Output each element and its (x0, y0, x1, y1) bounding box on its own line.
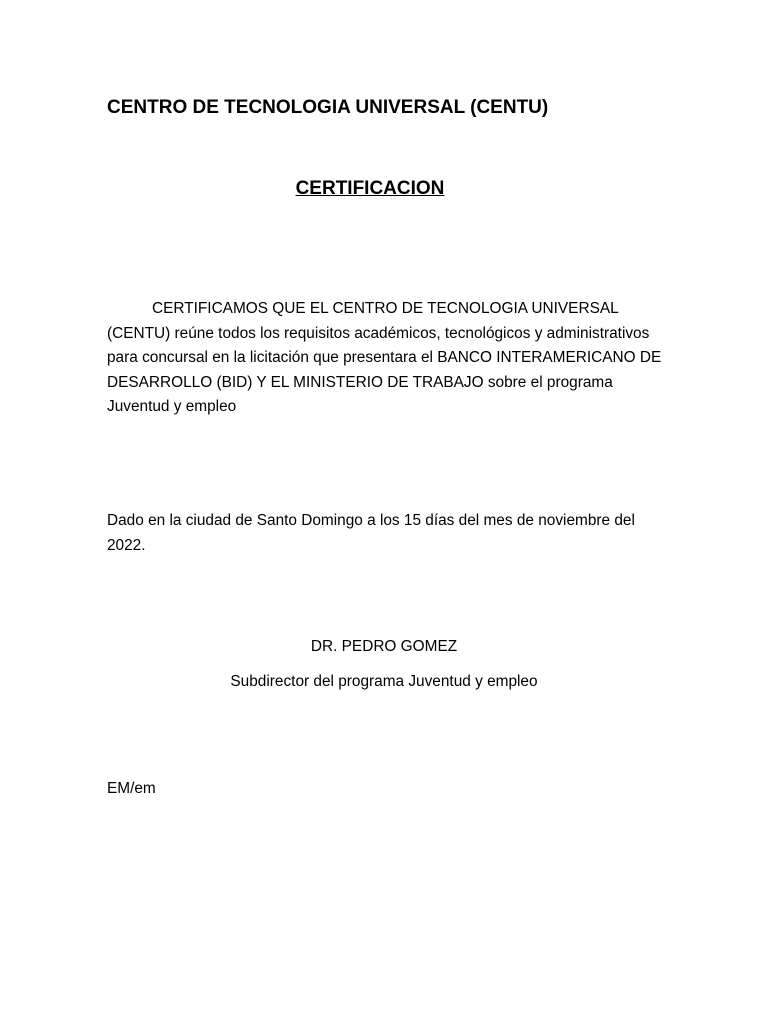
certification-paragraph (107, 297, 662, 420)
reference-initials: EM/em (107, 780, 156, 797)
organization-title: CENTRO DE TECNOLOGIA UNIVERSAL (CENTU) (107, 97, 549, 118)
signer-role: Subdirector del programa Juventud y empleo (230, 673, 538, 690)
certification-text: CERTIFICAMOS QUE EL CENTRO DE TECNOLOGIA UNIVERSAL (CENTU) reúne todos los requisitos académicos, tecnológicos y administrativos para concursal en la licitación que presentara el BANCO INTERAMERICANO DE DESARROLLO (BID) Y EL MINISTERIO DE TRABAJO sobre el programa Juventud y empleo (107, 300, 662, 415)
date-line: Dado en la ciudad de Santo Domingo a los 15 días del mes de noviembre del 2022. (107, 512, 635, 554)
document-heading: CERTIFICACION (295, 178, 445, 199)
signer-name: DR. PEDRO GOMEZ (310, 638, 458, 655)
